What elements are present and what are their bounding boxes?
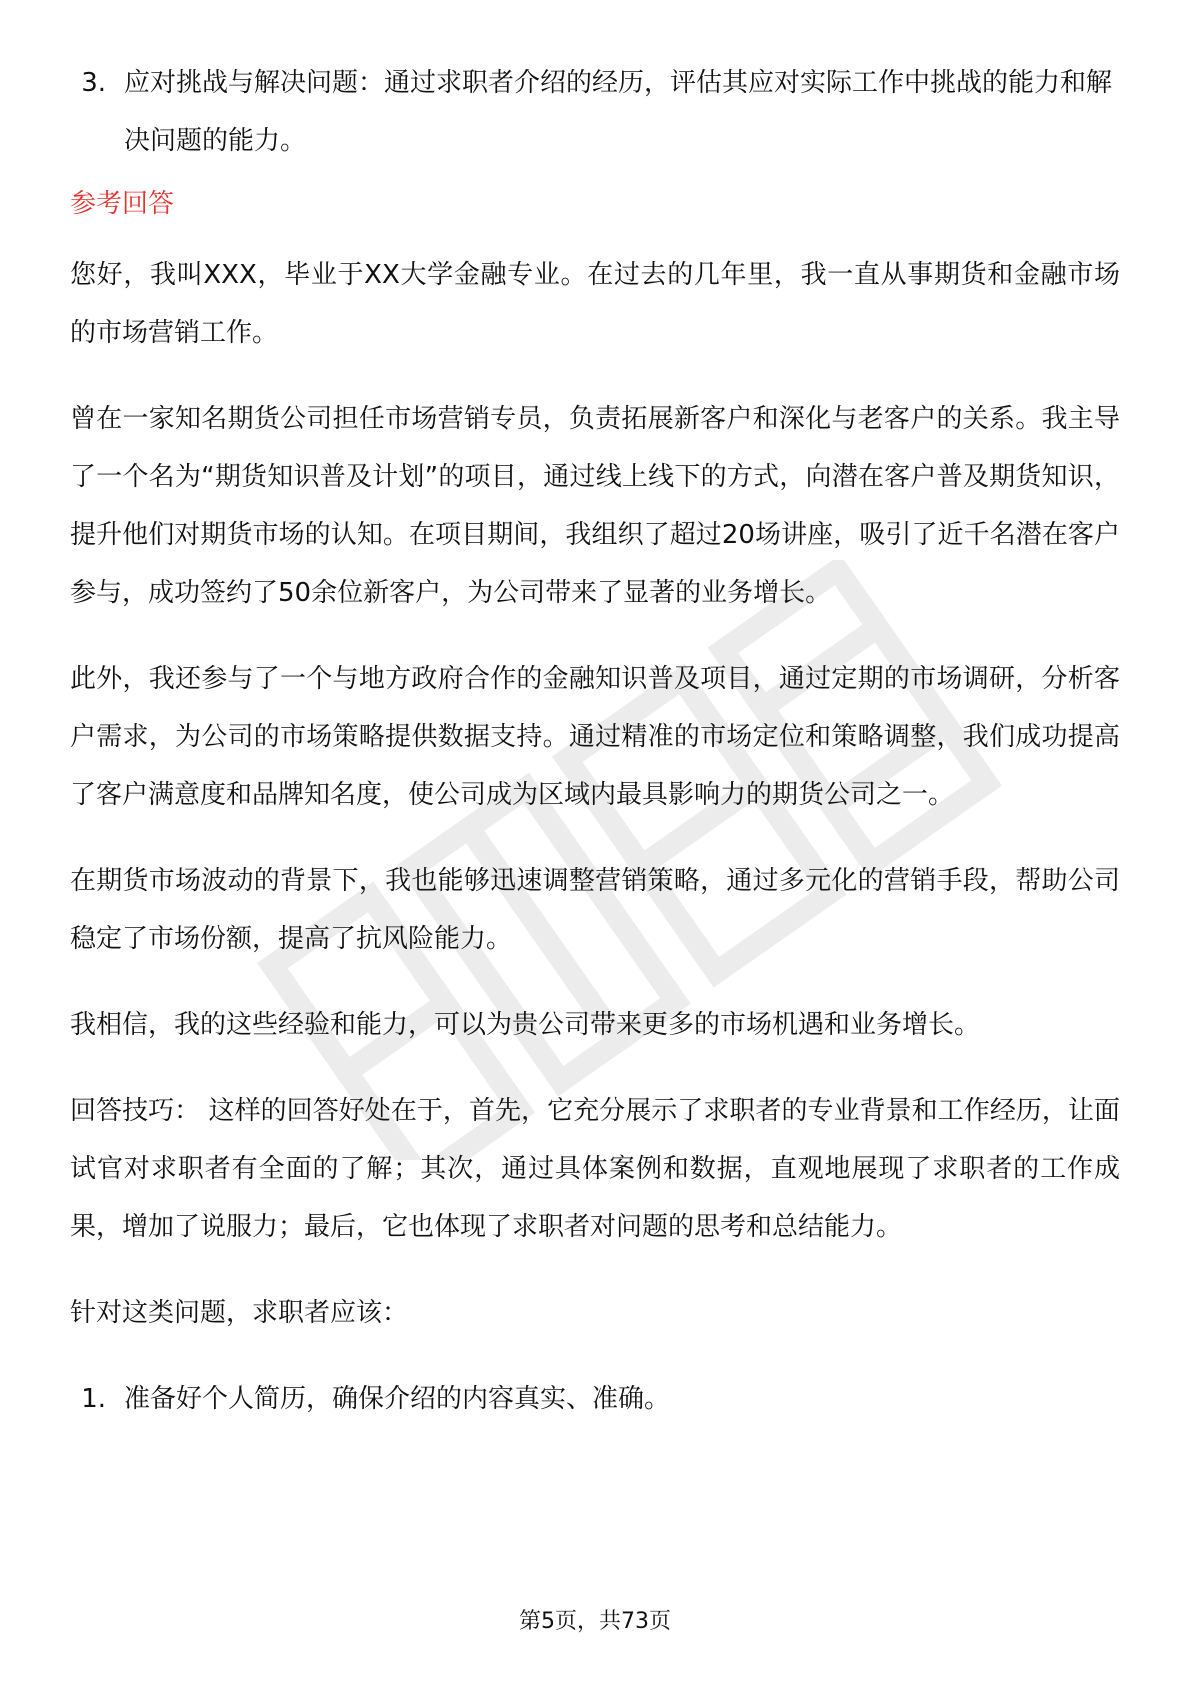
paragraph-project: 此外，我还参与了一个与地方政府合作的金融知识普及项目，通过定期的市场调研，分析客户需求，为公司的市场策略提供数据支持。通过精准的市场定位和策略调整，我们成功提高了客户满意度和品牌知名度，使公司成为区域内最具影响力的期货公司之一。 — [70, 664, 1120, 810]
paragraph-advice-intro: 针对这类问题，求职者应该： — [70, 1298, 409, 1328]
list-text: 应对挑战与解决问题：通过求职者介绍的经历，评估其应对实际工作中挑战的能力和解决问题的能力。 — [124, 68, 1113, 156]
section-heading: 参考回答 — [70, 189, 175, 219]
list-number: 1. — [81, 1384, 106, 1414]
paragraph-tips: 回答技巧： 这样的回答好处在于，首先，它充分展示了求职者的专业背景和工作经历，让面试官对求职者有全面的了解；其次，通过具体案例和数据，直观地展现了求职者的工作成果，增加了说服力；最后，它也体现了求职者对问题的思考和总结能力。 — [70, 1096, 1120, 1242]
document-content — [70, 54, 1120, 1428]
paragraph-experience: 曾在一家知名期货公司担任市场营销专员，负责拓展新客户和深化与老客户的关系。我主导了一个名为“期货知识普及计划”的项目，通过线上线下的方式，向潜在客户普及期货知识，提升他们对期货市场的认知。在项目期间，我组织了超过20场讲座，吸引了近千名潜在客户参与，成功签约了50余位新客户，为公司带来了显著的业务增长。 — [70, 404, 1120, 608]
paragraph-adaptation: 在期货市场波动的背景下，我也能够迅速调整营销策略，通过多元化的营销手段，帮助公司稳定了市场份额，提高了抗风险能力。 — [70, 866, 1120, 954]
list-number: 3. — [81, 68, 106, 98]
page-footer: 第5页，共73页 — [519, 1609, 671, 1634]
list-text: 准备好个人简历，确保介绍的内容真实、准确。 — [124, 1384, 671, 1414]
paragraph-closing: 我相信，我的这些经验和能力，可以为贵公司带来更多的市场机遇和业务增长。 — [70, 1010, 981, 1040]
list-item-3 — [70, 54, 1120, 170]
paragraph-intro: 您好，我叫XXX，毕业于XX大学金融专业。在过去的几年里，我一直从事期货和金融市场的市场营销工作。 — [70, 260, 1120, 348]
list-item-1 — [70, 1370, 1120, 1428]
